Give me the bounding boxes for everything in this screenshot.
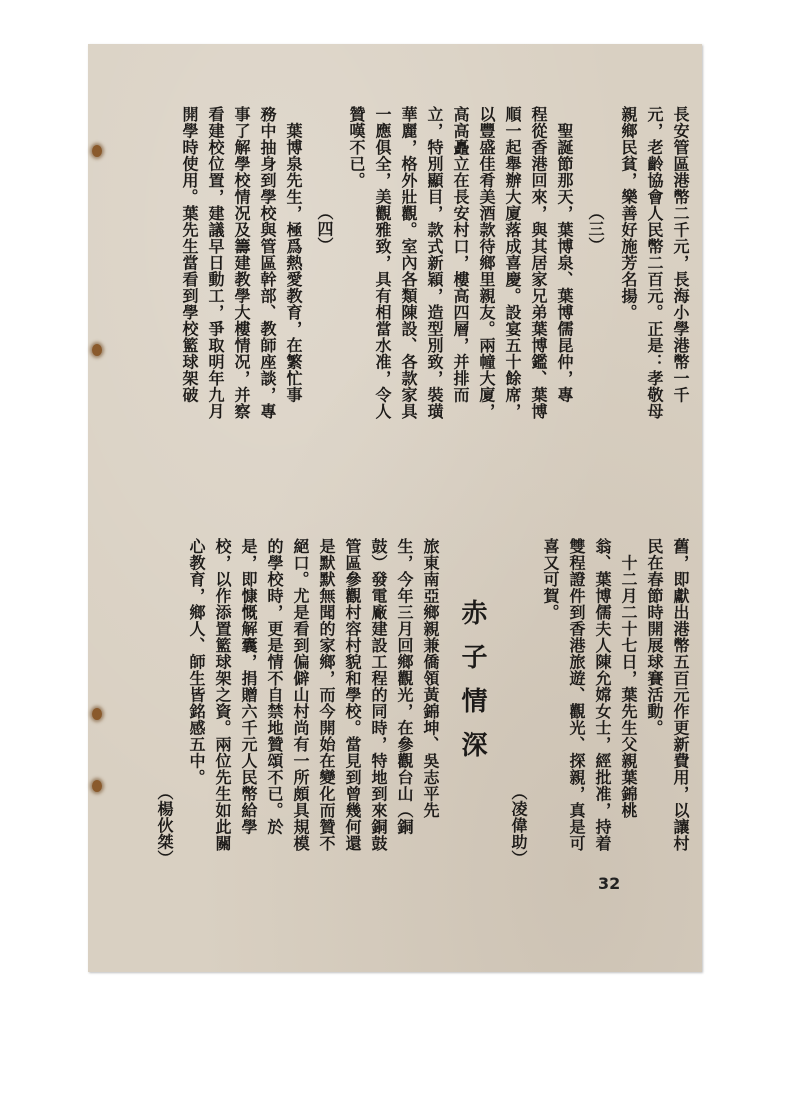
text-column: 絕口。尤是看到偏僻山村尚有一所頗具規模 (291, 538, 310, 852)
text-column: 十二月二十七日，葉先生父親葉錦桃 (619, 538, 638, 819)
text-column: 生，今年三月回鄉觀光，在參觀台山（銅 (395, 538, 414, 835)
text-column: 旅東南亞鄉親兼僑領黃錦坤、吳志平先 (421, 538, 440, 819)
binding-hole (92, 145, 102, 157)
text-column: 的學校時，更是情不自禁地贊頌不已。於 (265, 538, 284, 835)
text-column: 雙程證件到香港旅遊、觀光、探親，真是可 (567, 538, 586, 852)
text-column: 事了解學校情况及籌建教學大樓情况，并察 (232, 106, 251, 420)
text-column: 翁、葉博儒夫人陳允嫦女士，經批准，持着 (593, 538, 612, 852)
binding-hole (92, 344, 102, 356)
text-column: 長安管區港幣二千元，長海小學港幣一千 (671, 106, 690, 403)
text-column: 高高矗立在長安村口，樓高四層，并排而 (451, 106, 470, 403)
text-column: 贊嘆不已。 (347, 106, 366, 189)
text-column: 一應俱全，美觀雅致，具有相當水准，令人 (373, 106, 392, 420)
text-column: 看建校位置，建議早日動工，爭取明年九月 (206, 106, 225, 420)
text-column: 校，以作添置籃球架之資。兩位先生如此關 (213, 538, 232, 852)
author-credit: （楊伙桀） (155, 784, 174, 867)
binding-hole (92, 780, 102, 792)
text-column: 鼓）發電廠建設工程的同時，特地到來銅鼓 (369, 538, 388, 852)
text-column: 親鄉民貧，樂善好施芳名揚。 (619, 106, 638, 321)
text-column: 是，即慷慨解囊，捐贈六千元人民幣給學 (239, 538, 258, 835)
text-column: 華麗，格外壯觀。室內各類陳設、各款家具 (399, 106, 418, 420)
author-credit: （凌偉助） (509, 784, 528, 867)
page-number: 32 (598, 874, 621, 893)
text-column: 順一起舉辦大廈落成喜慶。設宴五十餘席， (503, 106, 522, 420)
text-column: 是默默無聞的家鄉，而今開始在變化而贊不 (317, 538, 336, 852)
text-column: 舊，即獻出港幣五百元作更新費用，以讓村 (671, 538, 690, 852)
article-title: 赤子情深 (457, 599, 487, 775)
binding-hole (92, 708, 102, 720)
text-column: 開學時使用。葉先生當看到學校籃球架破 (180, 106, 199, 403)
text-column: 喜又可賀。 (541, 538, 560, 621)
document-page (88, 44, 702, 972)
text-column: 葉博泉先生，極爲熱愛教育，在繁忙事 (284, 106, 303, 403)
text-column: 聖誕節那天，葉博泉、葉博儒昆仲，專 (555, 106, 574, 403)
text-column: 民在春節時開展球賽活動。 (645, 538, 664, 736)
text-column: 立，特別顯目，款式新穎，造型別致，裝璜 (425, 106, 444, 420)
section-heading: （三） (586, 204, 605, 254)
text-column: 程從香港回來，與其居家兄弟葉博鑑、葉博 (529, 106, 548, 420)
text-column: 務中抽身到學校與管區幹部、教師座談，專 (258, 106, 277, 420)
text-column: 心教育，鄉人、師生皆銘感五中。 (187, 538, 206, 786)
text-column: 管區參觀村容村貌和學校。當見到曾幾何還 (343, 538, 362, 852)
section-heading: （四） (315, 204, 334, 254)
text-column: 元，老齡協會人民幣二百元。正是：孝敬母 (645, 106, 664, 420)
text-column: 以豐盛佳肴美酒款待鄉里親友。兩幢大廈， (477, 106, 496, 420)
